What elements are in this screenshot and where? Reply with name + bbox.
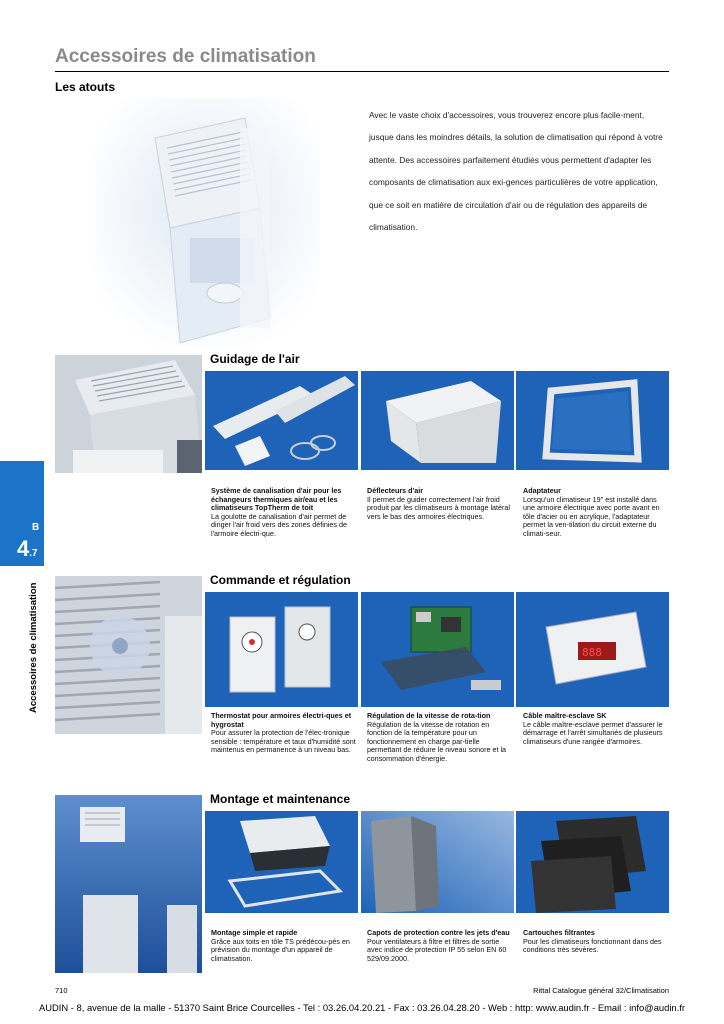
chapter-letter: B: [32, 522, 40, 533]
product-desc: Le câble maître-esclave permet d'assurer le démarrage et l'arrêt simultanés de plusieurs climatiseurs d'une rangée d'armoires.: [523, 719, 663, 746]
product-name: Montage simple et rapide: [211, 928, 298, 937]
product-desc: Il permet de guider correctement l'air froid produit par les climatiseurs à montage latéral vers le bas des armoires électriques.: [367, 494, 511, 521]
chapter-side-label: Accessoires de climatisation: [28, 582, 39, 713]
product-description: [523, 929, 668, 955]
product-image-roof-mounting: [205, 811, 358, 913]
page-number: 710: [55, 986, 68, 995]
product-desc: Lorsqu'un climatiseur 19" est installé dans une armoire électrique avec porte avant en tôle d'acier ou en acrylique, l'adaptateur permet la ven-tilation du circuit externe du climati-seur.: [523, 494, 660, 538]
product-image-thermostat: [205, 592, 358, 707]
product-name: Régulation de la vitesse de rota-tion: [367, 711, 491, 720]
product-description: [367, 487, 512, 521]
product-description: [211, 487, 356, 539]
product-name: Adaptateur: [523, 486, 561, 495]
product-desc: Régulation de la vitesse de rotation en fonction de la température pour un fonctionnement en charge par-tielle permettant de réduire le niveau sonore et la consommation d'énergie.: [367, 719, 507, 763]
product-desc: Pour assurer la protection de l'élec-tronique sensible : température et taux d'humidité sont maintenus en permanence à un niveau bas.: [211, 728, 356, 755]
section-mounting-maintenance: [55, 792, 669, 980]
product-name: Câble maître-esclave SK: [523, 711, 607, 720]
product-description: [211, 929, 356, 963]
product-description: [367, 712, 512, 764]
intro-paragraph: Avec le vaste choix d'accessoires, vous trouverez encore plus facile-ment, jusque dans les moindres détails, la solution de climatisation qui répond à votre attente. Des accessoires parfaitement étudiés vous permettent d'adapter les composants de climatisation aux exi-gences particulières de votre application, que ce soit en matière de circulation d'air ou de régulation des appareils de climatisation.: [369, 110, 663, 233]
catalogue-reference: Rittal Catalogue général 32/Climatisation: [533, 986, 669, 995]
product-image-adapter: [516, 371, 669, 470]
product-name: Capots de protection contre les jets d'eau: [367, 928, 510, 937]
section-title: Montage et maintenance: [210, 792, 351, 806]
chapter-number: [17, 536, 38, 562]
footer-address: AUDIN - 8, avenue de la malle - 51370 Saint Brice Courcelles - Tel : 03.26.04.20.21 - Fax : 03.26.04.28.20 - Web : http: www.audin.fr - Email : info@audin.fr: [39, 1002, 685, 1013]
page-title: Accessoires de climatisation: [55, 46, 316, 67]
title-divider: [55, 71, 669, 72]
product-image-speed-regulator: [361, 592, 514, 707]
hero-climate-unit-image: [95, 98, 320, 348]
product-image-filter-cartridges: [516, 811, 669, 913]
product-image-air-deflector: [361, 371, 514, 470]
section-control-regulation: [55, 573, 669, 781]
svg-text:888: 888: [582, 646, 602, 659]
product-desc: Grâce aux toits en tôle TS prédécou-pés en prévision du montage d'un appareil de climatisation.: [211, 936, 350, 963]
product-description: [523, 712, 668, 746]
chapter-number-main: 4: [17, 536, 30, 561]
chapter-number-sub: .7: [29, 548, 38, 559]
product-name: Déflecteurs d'air: [367, 486, 424, 495]
product-desc: La goulotte de canalisation d'air permet de diriger l'air froid vers des zones définies de l'armoire électri-que.: [211, 511, 348, 538]
product-description: [367, 929, 512, 963]
product-image-master-slave-cable: [516, 592, 669, 707]
section-air-guidance: [55, 352, 669, 565]
section-photo-climatiser: [55, 355, 202, 473]
product-name: Thermostat pour armoires électri-ques et hygrostat: [211, 711, 352, 729]
product-desc: Pour les climatiseurs fonctionnant dans des conditions très sévères.: [523, 936, 662, 955]
section-photo-roof-units: [55, 795, 202, 973]
section-title: Guidage de l'air: [210, 352, 300, 366]
product-description: [211, 712, 356, 755]
section-photo-fan-filter: [55, 576, 202, 734]
product-description: [523, 487, 668, 539]
section-subtitle: Les atouts: [55, 80, 116, 94]
product-name: Système de canalisation d'air pour les échangeurs thermiques air/eau et les climatiseurs TopTherm de toit: [211, 486, 342, 513]
product-image-splash-guard: [361, 811, 514, 913]
product-image-air-channel: [205, 371, 358, 470]
product-name: Cartouches filtrantes: [523, 928, 595, 937]
product-desc: Pour ventilateurs à filtre et filtres de sortie avec indice de protection IP 55 selon EN 60 529/09.2000.: [367, 936, 507, 963]
section-title: Commande et régulation: [210, 573, 351, 587]
